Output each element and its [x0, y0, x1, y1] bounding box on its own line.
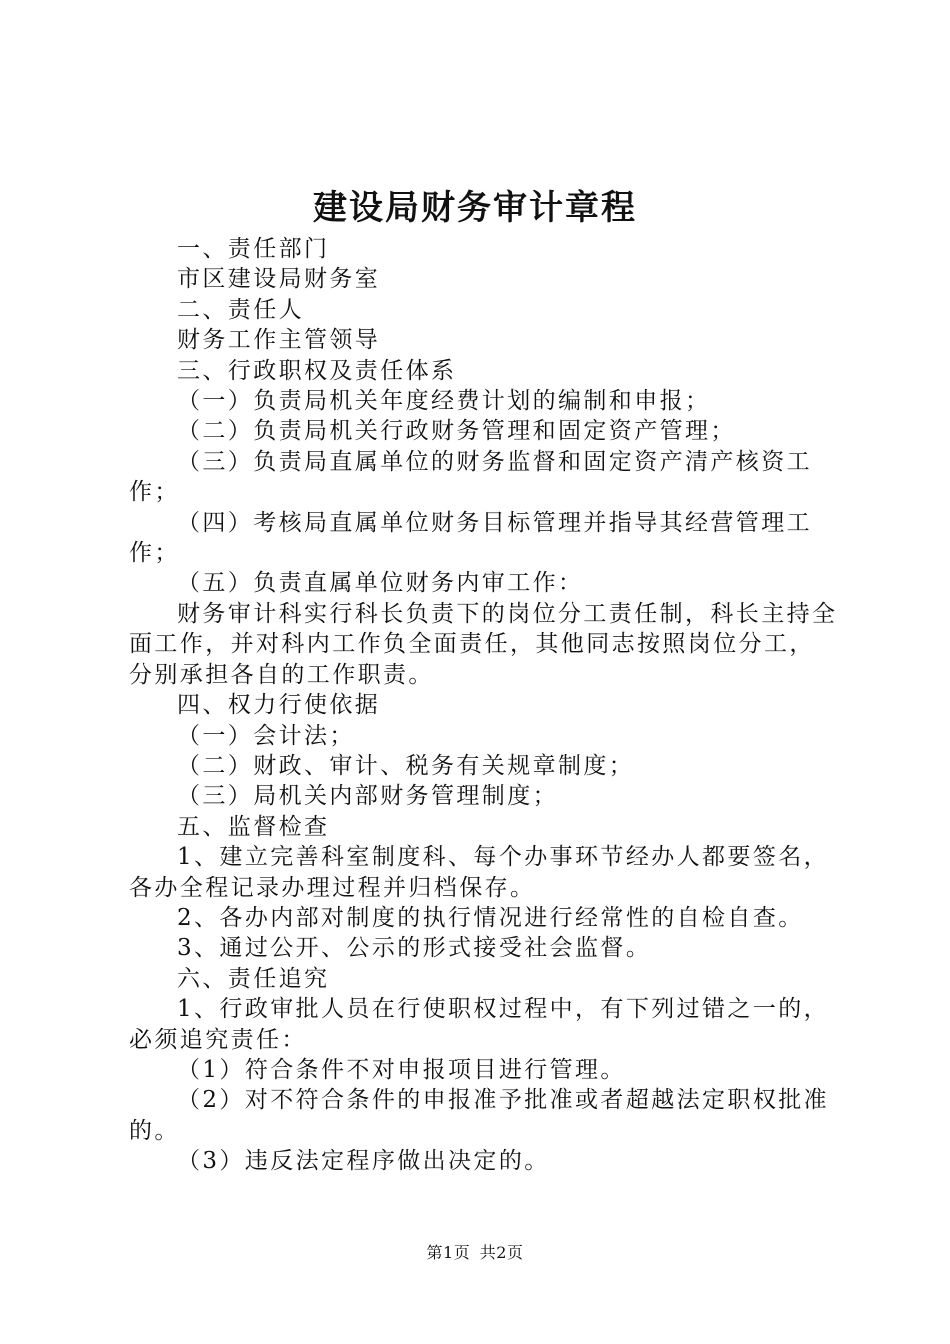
page-total: 共2页 — [479, 1243, 524, 1262]
section-heading: 五、监督检查 — [177, 813, 330, 840]
paragraph: 财务审计科实行科长负责下的岗位分工责任制，科长主持全面工作，并对科内工作负全面责任，其他同志按照岗位分工，分别承担各自的工作职责。 — [129, 600, 838, 688]
paragraph: 市区建设局财务室 — [177, 266, 381, 293]
paragraph: 财务工作主管领导 — [177, 327, 381, 354]
list-item: 1、行政审批人员在行使职权过程中，有下列过错之一的，必须追究责任： — [129, 996, 830, 1053]
section-heading: 三、行政职权及责任体系 — [177, 357, 457, 384]
list-item: （三）负责局直属单位的财务监督和固定资产清产核资工作； — [129, 448, 812, 506]
list-item: （一）会计法； — [177, 722, 355, 749]
list-item: 1、建立完善科室制度科、每个办事环节经办人都要签名，各办全程记录办理过程并归档保存。 — [129, 844, 830, 901]
list-item: （五）负责直属单位财务内审工作： — [177, 570, 584, 597]
section-heading: 四、权力行使依据 — [177, 692, 381, 719]
list-item: 2、各办内部对制度的执行情况进行经常性的自检自查。 — [177, 904, 804, 931]
list-item: 3、通过公开、公示的形式接受社会监督。 — [177, 935, 652, 962]
list-item: （三）局机关内部财务管理制度； — [177, 783, 558, 810]
list-item: （3）违反法定程序做出决定的。 — [177, 1148, 550, 1175]
list-item: （二）负责局机关行政财务管理和固定资产管理； — [177, 418, 736, 445]
section-heading: 六、责任追究 — [177, 965, 330, 992]
document-title: 建设局财务审计章程 — [313, 188, 637, 228]
section-heading: 一、责任部门 — [177, 236, 330, 262]
document-body — [129, 234, 839, 1177]
list-item: （四）考核局直属单位财务目标管理并指导其经营管理工作； — [129, 509, 812, 567]
list-item: （2）对不符合条件的申报准予批准或者超越法定职权批准的。 — [129, 1087, 830, 1144]
section-heading: 二、责任人 — [177, 296, 304, 323]
list-item: （二）财政、审计、税务有关规章制度； — [177, 752, 635, 779]
list-item: （1）符合条件不对申报项目进行管理。 — [177, 1056, 626, 1083]
list-item: （一）负责局机关年度经费计划的编制和申报； — [177, 388, 711, 415]
page-footer — [0, 1242, 950, 1264]
page-number: 第1页 — [426, 1243, 471, 1262]
